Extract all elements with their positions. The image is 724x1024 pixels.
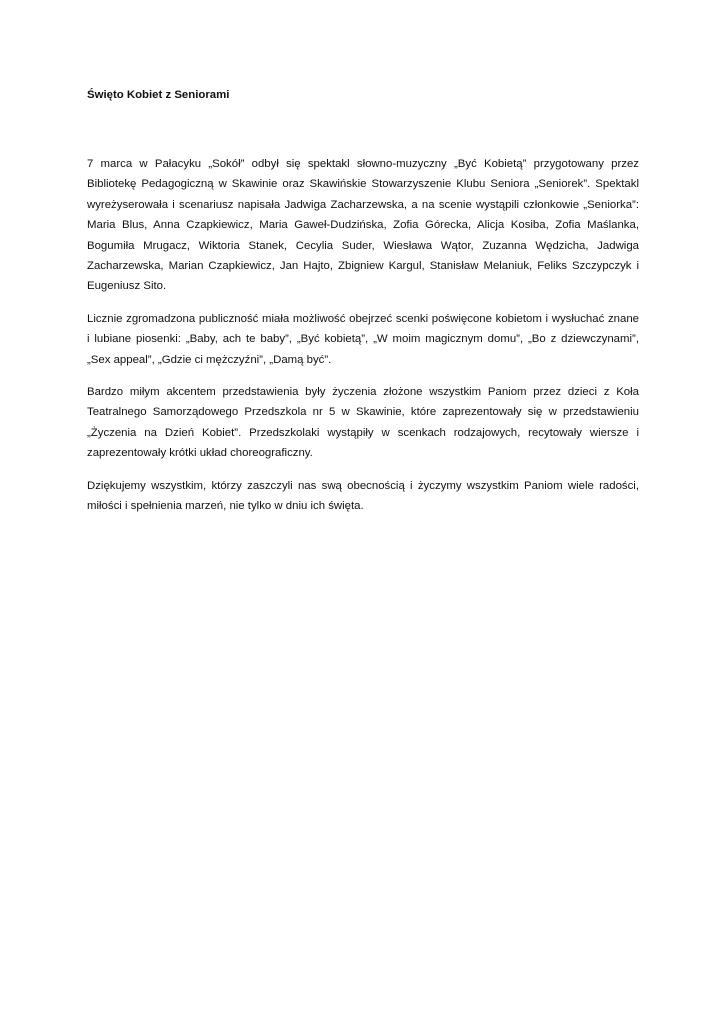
document-title: Święto Kobiet z Seniorami: [87, 89, 230, 101]
document-content: [87, 85, 639, 529]
paragraph-songs: Licznie zgromadzona publiczność miała możliwość obejrzeć scenki poświęcone kobietom i wysłuchać znane i lubiane piosenki: „Baby, ach te baby”, „Być kobietą”, „W moim magicznym domu”, „Bo z dziewczynami”, „Sex appeal”, „Gdzie ci mężczyźni”, „Damą być”.: [87, 312, 639, 366]
paragraph-performance: 7 marca w Pałacyku „Sokół” odbył się spektakl słowno-muzyczny „Być Kobietą” przygotowany przez Bibliotekę Pedagogiczną w Skawinie oraz Skawińskie Stowarzyszenie Klubu Seniora „Seniorek”. Spektakl wyreżyserowała i scenariusz napisała Jadwiga Zacharzewska, a na scenie wystąpili członkowie „Seniorka”: Maria Blus, Anna Czapkiewicz, Maria Gaweł-Dudzińska, Zofia Górecka, Alicja Kosiba, Zofia Maślanka, Bogumiła Mrugacz, Wiktoria Stanek, Cecylia Suder, Wiesława Wątor, Zuzanna Wędzicha, Jadwiga Zacharzewska, Marian Czapkiewicz, Jan Hajto, Zbigniew Kargul, Stanisław Melaniuk, Feliks Szczypczyk i Eugeniusz Sito.: [87, 158, 639, 293]
paragraph-children-wishes: Bardzo miłym akcentem przedstawienia były życzenia złożone wszystkim Paniom przez dzieci z Koła Teatralnego Samorządowego Przedszkola nr 5 w Skawinie, które zaprezentowały się w przedstawieniu „Życzenia na Dzień Kobiet”. Przedszkolaki wystąpiły w scenkach rodzajowych, recytowały wiersze i zaprezentowały krótki układ choreograficzny.: [87, 386, 639, 460]
paragraph-thanks: Dziękujemy wszystkim, którzy zaszczyli nas swą obecnością i życzymy wszystkim Paniom wiele radości, miłości i spełnienia marzeń, nie tylko w dniu ich święta.: [87, 479, 639, 513]
document-body: [87, 154, 639, 517]
